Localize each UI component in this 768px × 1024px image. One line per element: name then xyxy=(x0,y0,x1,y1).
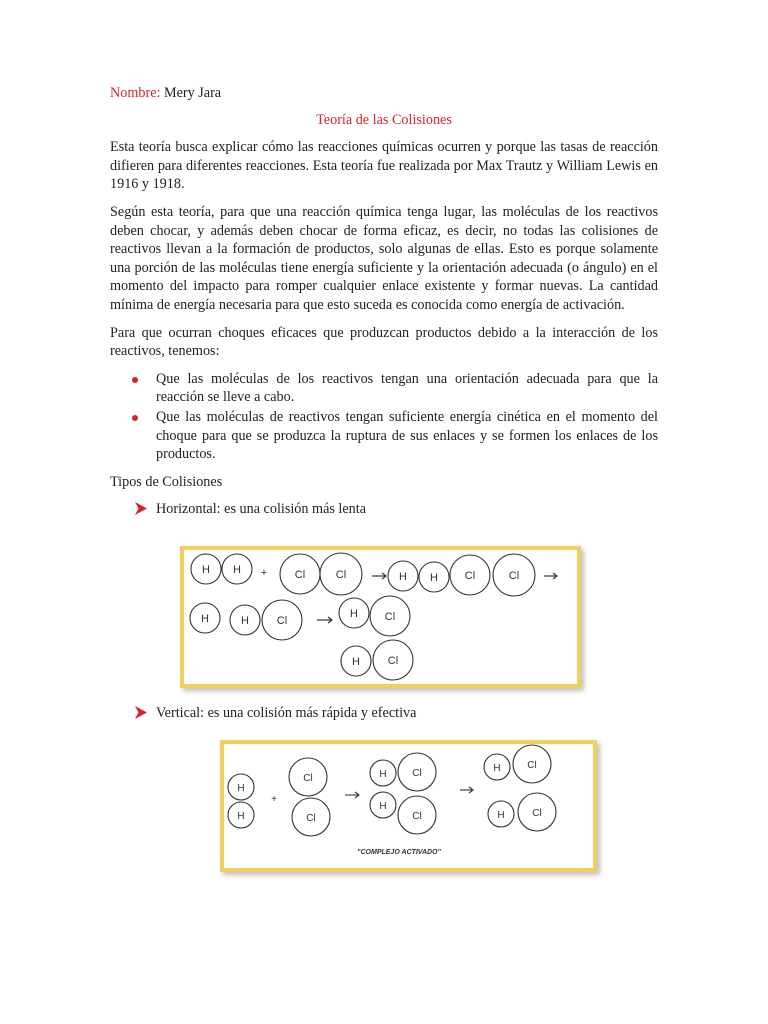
atom-cl-label: Cl xyxy=(527,760,537,771)
collision-type-text: Horizontal: es una colisión más lenta xyxy=(156,501,366,518)
name-line xyxy=(110,84,658,103)
atom-cl-label: Cl xyxy=(294,569,306,581)
atom-h-label: H xyxy=(202,564,210,576)
name-label: Nombre: xyxy=(110,85,161,101)
bullet-icon xyxy=(132,377,138,383)
atom-h-label: H xyxy=(493,763,501,774)
atom-cl-label: Cl xyxy=(306,813,316,824)
atom-cl-label: Cl xyxy=(384,611,396,623)
atom-h-label: H xyxy=(201,613,209,625)
list-item xyxy=(110,370,658,407)
horizontal-collision-figure xyxy=(180,546,581,688)
atom-cl-label: Cl xyxy=(335,569,347,581)
list-item-text: Que las moléculas de reactivos tengan suficiente energía cinética en el momento del choque para que se produzca la ruptura de sus enlaces y se formen los enlaces de los productos. xyxy=(156,408,658,463)
atom-h-label: H xyxy=(352,656,360,668)
atom-h-label: H xyxy=(237,811,245,822)
atom-cl-label: Cl xyxy=(532,808,542,819)
vertical-collision-figure xyxy=(220,740,597,872)
atom-cl-label: Cl xyxy=(464,570,476,582)
name-value: Mery Jara xyxy=(163,85,222,101)
atom-h-label: H xyxy=(497,810,505,821)
conditions-list xyxy=(110,370,658,464)
collision-type-text: Vertical: es una colisión más rápida y efectiva xyxy=(156,705,417,721)
atom-cl-label: Cl xyxy=(412,811,422,822)
atom-h-label: H xyxy=(241,615,249,627)
collision-type-vertical xyxy=(110,704,658,723)
paragraph-conditions: Para que ocurran choques eficaces que produzcan productos debido a la interacción de los reactivos, tenemos: xyxy=(110,324,658,360)
atom-cl-label: Cl xyxy=(303,773,313,784)
atom-h-label: H xyxy=(399,571,407,583)
atom-h-label: H xyxy=(350,608,358,620)
atom-h-label: H xyxy=(430,572,438,584)
atom-h-label: H xyxy=(233,564,241,576)
arrow-bullet-icon xyxy=(135,502,147,515)
document-body xyxy=(110,84,658,519)
list-item-text: Que las moléculas de los reactivos tengan una orientación adecuada para que la reacción se lleve a cabo. xyxy=(156,370,658,406)
plus-sign: + xyxy=(260,567,268,579)
atom-h-label: H xyxy=(379,769,387,780)
figure-caption: "COMPLEJO ACTIVADO" xyxy=(357,849,441,856)
atom-cl-label: Cl xyxy=(276,615,288,627)
section-heading: Tipos de Colisiones xyxy=(110,473,223,490)
collision-type-horizontal xyxy=(110,500,658,519)
atom-cl-label: Cl xyxy=(387,655,399,667)
paragraph-intro: Esta teoría busca explicar cómo las reacciones químicas ocurren y porque las tasas de reacción difieren para diferentes reacciones. Esta teoría fue realizada por Max Trautz y William Lewis en 1916 y 1918. xyxy=(110,139,658,193)
plus-sign: + xyxy=(271,794,277,805)
arrow-bullet-icon xyxy=(135,706,147,719)
atom-h-label: H xyxy=(379,801,387,812)
document-title: Teoría de las Colisiones xyxy=(316,111,452,128)
paragraph-theory: Según esta teoría, para que una reacción química tenga lugar, las moléculas de los reactivos deben chocar, y además deben chocar de forma eficaz, es decir, no todas las colisiones de reactivos llevan a la formación de productos, solo algunas de ellas. Esto es porque solamente una porción de las moléculas tiene energía suficiente y la orientación adecuada (o ángulo) en el momento del impacto para romper cualquier enlace existente y formar nuevas. La cantidad mínima de energía necesaria para que esto suceda es conocida como energía de activación. xyxy=(110,203,658,313)
bullet-icon xyxy=(132,415,138,421)
atom-cl-label: Cl xyxy=(508,570,520,582)
atom-h-label: H xyxy=(237,783,245,794)
atom-cl-label: Cl xyxy=(412,768,422,779)
list-item xyxy=(110,408,658,464)
